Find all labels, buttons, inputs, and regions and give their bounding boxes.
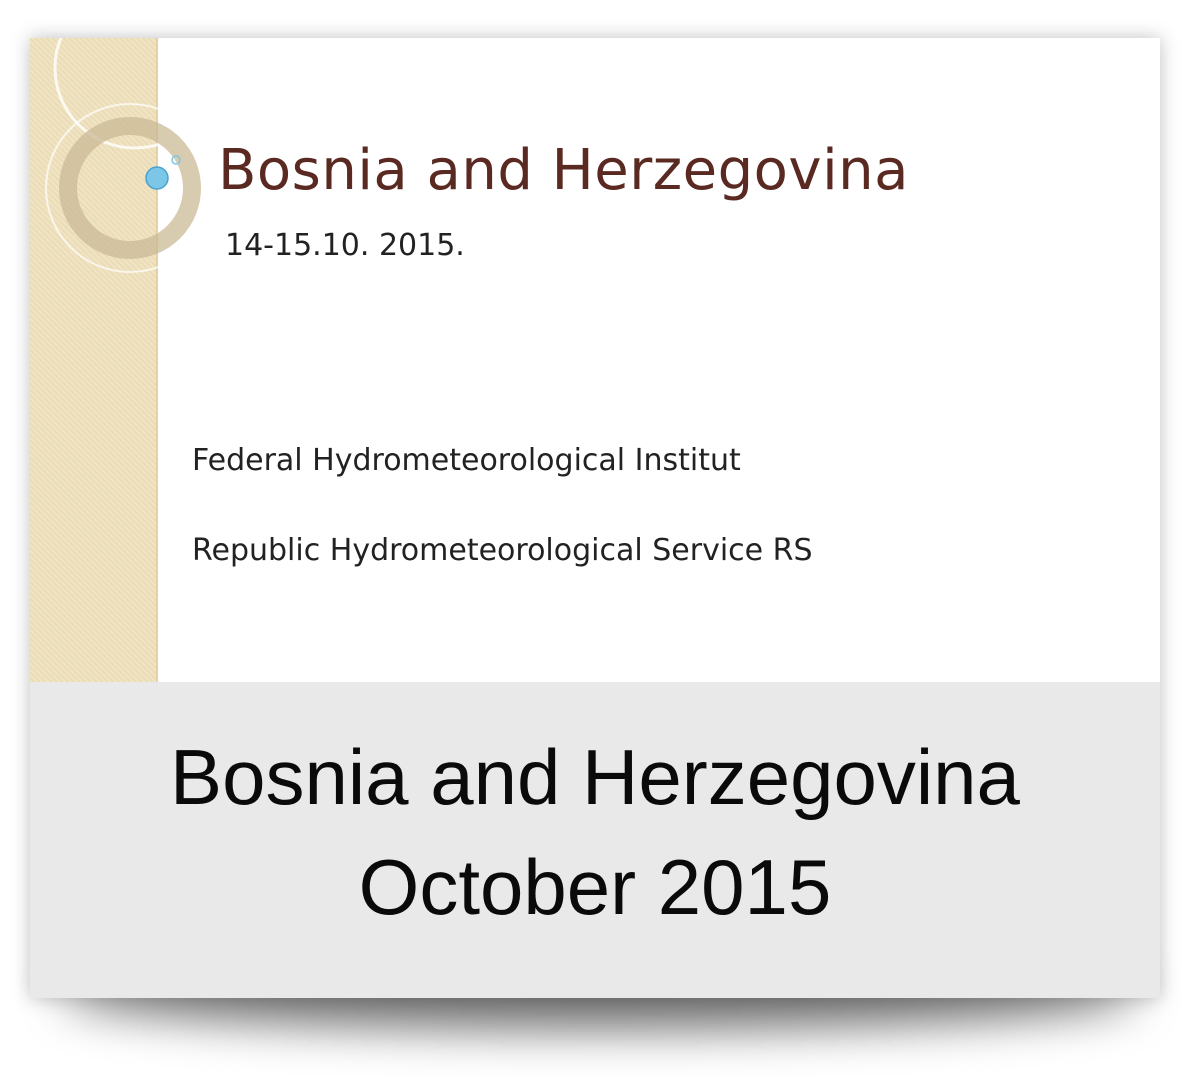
caption-subtitle: October 2015 xyxy=(358,843,832,931)
image-card xyxy=(30,38,1160,998)
slide-institute-line: Federal Hydrometeorological Institut xyxy=(192,443,741,478)
caption-title: Bosnia and Herzegovina xyxy=(170,733,1020,821)
slide-service-line: Republic Hydrometeorological Service RS xyxy=(192,533,813,568)
decorative-circles-icon xyxy=(30,38,230,298)
caption-panel xyxy=(30,682,1160,998)
slide-thumbnail xyxy=(30,38,1160,682)
slide-date: 14-15.10. 2015. xyxy=(225,228,465,263)
slide-title: Bosnia and Herzegovina xyxy=(218,138,909,203)
